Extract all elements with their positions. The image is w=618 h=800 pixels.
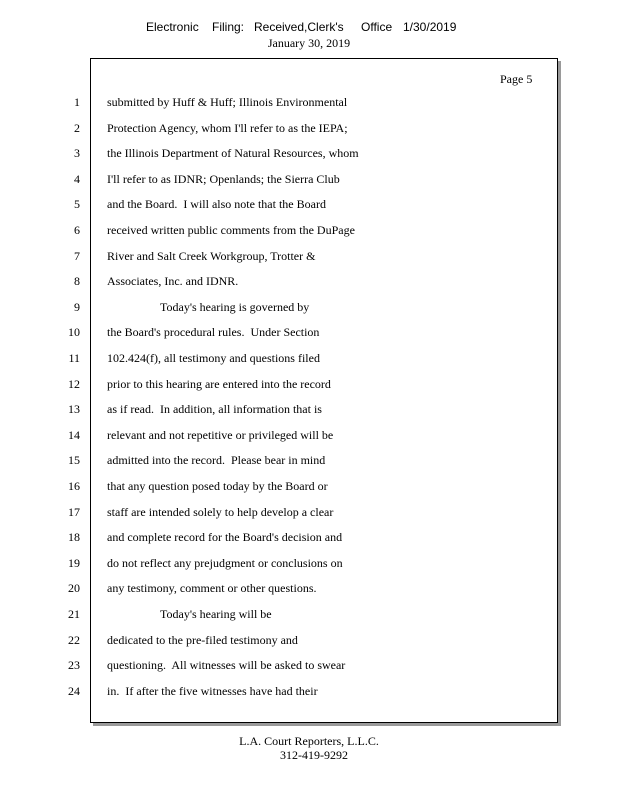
line-text: Associates, Inc. and IDNR. [107,274,239,289]
line-text: submitted by Huff & Huff; Illinois Environmental [107,95,348,109]
line-number: 14 [68,427,80,442]
line-text: as if read. In addition, all information that is [107,402,322,417]
line-number: 12 [68,376,80,391]
line-number: 17 [68,504,80,519]
line-text: I'll refer to as IDNR; Openlands; the Sierra Club [107,171,340,186]
line-number: 6 [74,223,80,237]
line-number: 15 [68,453,80,468]
transcript-line [0,402,618,420]
line-text: and the Board. I will also note that the Board [107,197,326,212]
line-number: 18 [68,530,80,545]
line-text: in. If after the five witnesses have had their [107,683,318,698]
line-number: 7 [74,248,80,263]
transcript-line [0,658,618,676]
transcript-line [0,351,618,369]
stamp-received-clerks: Received,Clerk's [254,20,344,34]
line-text: the Illinois Department of Natural Resources, whom [107,146,359,161]
line-number: 10 [68,325,80,340]
line-number: 5 [74,197,80,212]
transcript-line [0,428,618,446]
transcript-line [0,121,618,139]
line-text: received written public comments from the DuPage [107,223,355,237]
line-number: 11 [68,351,80,365]
filing-date-line: January 30, 2019 [267,36,351,50]
line-text: Protection Agency, whom I'll refer to as the IEPA; [107,120,348,135]
transcript-line [0,95,618,113]
line-text: admitted into the record. Please bear in mind [107,453,326,468]
line-number: 21 [68,607,80,621]
transcript-line [0,325,618,343]
line-text: questioning. All witnesses will be asked to swear [107,658,346,673]
transcript-line [0,530,618,548]
page-number: Page 5 [500,72,533,86]
line-text: do not reflect any prejudgment or conclusions on [107,555,343,570]
transcript-line [0,581,618,599]
line-text: that any question posed today by the Board or [107,479,328,493]
line-number: 1 [74,95,80,109]
stamp-filing: Filing: [212,20,245,34]
transcript-line [0,146,618,164]
line-number: 24 [68,683,80,698]
line-text: staff are intended solely to help develop a clear [107,504,334,519]
stamp-date: 1/30/2019 [403,20,457,34]
line-text: 102.424(f), all testimony and questions filed [107,351,320,365]
line-number: 3 [74,146,80,161]
line-number: 23 [68,658,80,673]
line-number: 16 [68,479,80,493]
line-number: 13 [68,402,80,417]
line-text: any testimony, comment or other questions. [107,581,317,596]
transcript-line [0,274,618,292]
line-number: 20 [68,581,80,596]
footer-phone: 312-419-9292 [280,748,348,762]
line-text: dedicated to the pre-filed testimony and [107,632,298,647]
transcript-line [0,453,618,471]
line-text: Today's hearing will be [160,607,272,621]
line-number: 22 [68,632,80,647]
transcript-line [0,505,618,523]
stamp-office: Office [361,20,393,34]
stamp-electronic: Electronic [146,20,199,34]
line-number: 8 [74,274,80,289]
transcript-line [0,300,618,318]
transcript-line [0,197,618,215]
line-text: relevant and not repetitive or privileged will be [107,427,334,442]
transcript-line [0,249,618,267]
transcript-line [0,223,618,241]
transcript-line [0,633,618,651]
transcript-line [0,684,618,702]
transcript-line [0,172,618,190]
line-text: the Board's procedural rules. Under Section [107,325,320,340]
line-number: 4 [74,171,80,186]
line-number: 2 [74,120,80,135]
line-number: 9 [74,299,80,314]
transcript-line [0,556,618,574]
transcript-line [0,377,618,395]
filing-stamp [0,20,618,36]
footer-company: L.A. Court Reporters, L.L.C. [239,734,379,748]
line-text: prior to this hearing are entered into the record [107,376,331,391]
line-text: River and Salt Creek Workgroup, Trotter & [107,248,316,263]
transcript-line [0,607,618,625]
line-number: 19 [68,555,80,570]
transcript-line [0,479,618,497]
line-text: Today's hearing is governed by [160,299,310,314]
line-text: and complete record for the Board's decision and [107,530,343,545]
